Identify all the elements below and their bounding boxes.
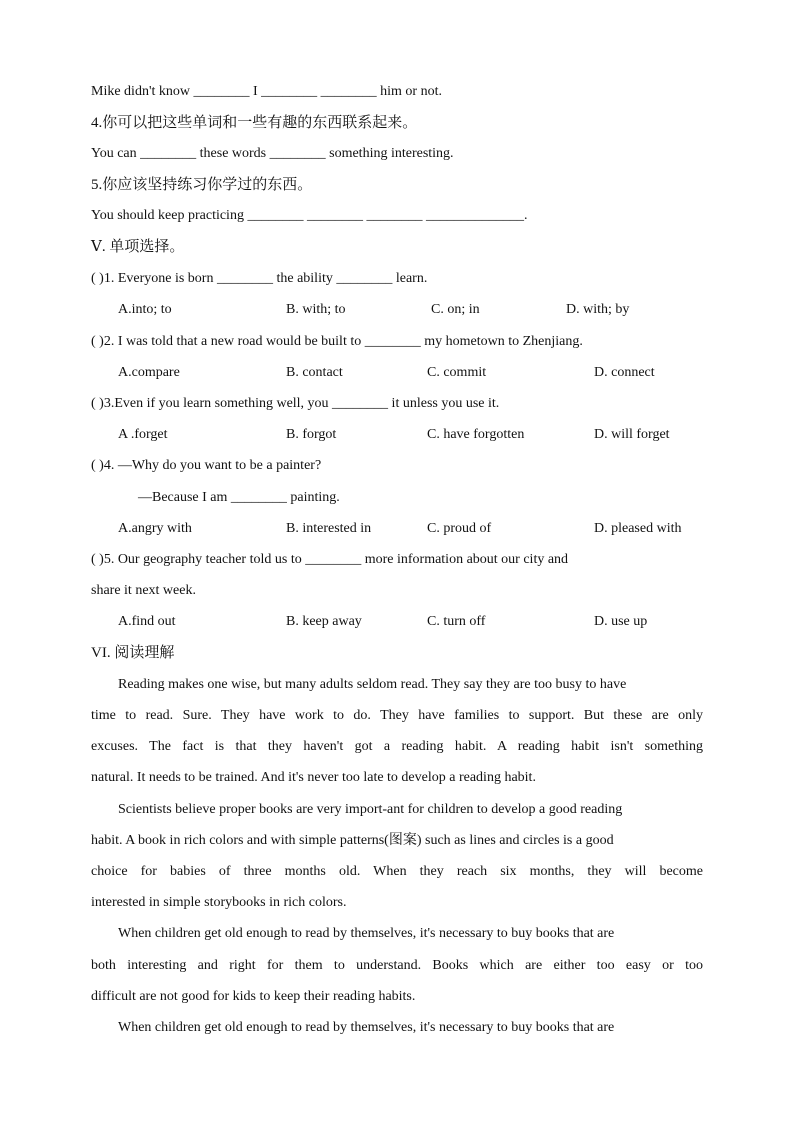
q3-option-d: D. will forget bbox=[594, 427, 670, 442]
passage-line: difficult are not good for kids to keep their reading habits. bbox=[91, 989, 416, 1004]
q4-sentence: You can ________ these words ________ something interesting. bbox=[91, 146, 454, 161]
passage-line: When children get old enough to read by themselves, it's necessary to buy books that are bbox=[118, 1020, 615, 1035]
q3-sentence: Mike didn't know ________ I ________ ________ him or not. bbox=[91, 84, 442, 99]
passage-line: Scientists believe proper books are very import-ant for children to develop a good reading bbox=[118, 802, 623, 817]
q3-option-b: B. forgot bbox=[286, 427, 337, 442]
passage-line: both interesting and right for them to understand. Books which are either too easy or too bbox=[91, 958, 703, 973]
section-v-heading: Ⅴ. 单项选择。 bbox=[91, 239, 185, 255]
q4-option-c: C. proud of bbox=[427, 521, 492, 536]
passage-line: habit. A book in rich colors and with simple patterns(图案) such as lines and circles is a good bbox=[91, 833, 614, 848]
q2-option-c: C. commit bbox=[427, 365, 487, 380]
q1-option-a: A.into; to bbox=[118, 302, 172, 317]
question-1-stem: ( )1. Everyone is born ________ the ability ________ learn. bbox=[91, 271, 428, 286]
passage-line: interested in simple storybooks in rich colors. bbox=[91, 895, 347, 910]
q1-option-b: B. with; to bbox=[286, 302, 346, 317]
q5-sentence: You should keep practicing ________ ________ ________ ______________. bbox=[91, 208, 528, 223]
q4-option-a: A.angry with bbox=[118, 521, 192, 536]
passage-line: When children get old enough to read by themselves, it's necessary to buy books that are bbox=[118, 926, 615, 941]
q2-option-b: B. contact bbox=[286, 365, 343, 380]
question-4-stem-cont: —Because I am ________ painting. bbox=[138, 490, 340, 505]
q3-option-c: C. have forgotten bbox=[427, 427, 525, 442]
question-5-stem: ( )5. Our geography teacher told us to ________ more information about our city and bbox=[91, 552, 569, 567]
question-2-stem: ( )2. I was told that a new road would be built to ________ my hometown to Zhenjiang. bbox=[91, 334, 583, 349]
q3-option-a: A .forget bbox=[118, 427, 168, 442]
q5-option-b: B. keep away bbox=[286, 614, 362, 629]
question-4-stem: ( )4. —Why do you want to be a painter? bbox=[91, 458, 322, 473]
q4-option-b: B. interested in bbox=[286, 521, 372, 536]
question-3-stem: ( )3.Even if you learn something well, you ________ it unless you use it. bbox=[91, 396, 500, 411]
q2-option-d: D. connect bbox=[594, 365, 655, 380]
passage-line: time to read. Sure. They have work to do. They have families to support. But these are only bbox=[91, 708, 703, 723]
q4-option-d: D. pleased with bbox=[594, 521, 682, 536]
question-5-stem-cont: share it next week. bbox=[91, 583, 196, 598]
passage-line: natural. It needs to be trained. And it's never too late to develop a reading habit. bbox=[91, 770, 536, 785]
passage-line: Reading makes one wise, but many adults seldom read. They say they are too busy to have bbox=[118, 677, 627, 692]
q5-prompt: 5.你应该坚持练习你学过的东西。 bbox=[91, 177, 313, 193]
passage-line: excuses. The fact is that they haven't got a reading habit. A reading habit isn't something bbox=[91, 739, 703, 754]
q5-option-c: C. turn off bbox=[427, 614, 486, 629]
q5-option-d: D. use up bbox=[594, 614, 648, 629]
q5-option-a: A.find out bbox=[118, 614, 176, 629]
q4-prompt: 4.你可以把这些单词和一些有趣的东西联系起来。 bbox=[91, 115, 418, 131]
passage-line: choice for babies of three months old. When they reach six months, they will become bbox=[91, 864, 703, 879]
q1-option-c: C. on; in bbox=[431, 302, 480, 317]
section-vi-heading: VI. 阅读理解 bbox=[91, 645, 175, 661]
q1-option-d: D. with; by bbox=[566, 302, 630, 317]
q2-option-a: A.compare bbox=[118, 365, 180, 380]
